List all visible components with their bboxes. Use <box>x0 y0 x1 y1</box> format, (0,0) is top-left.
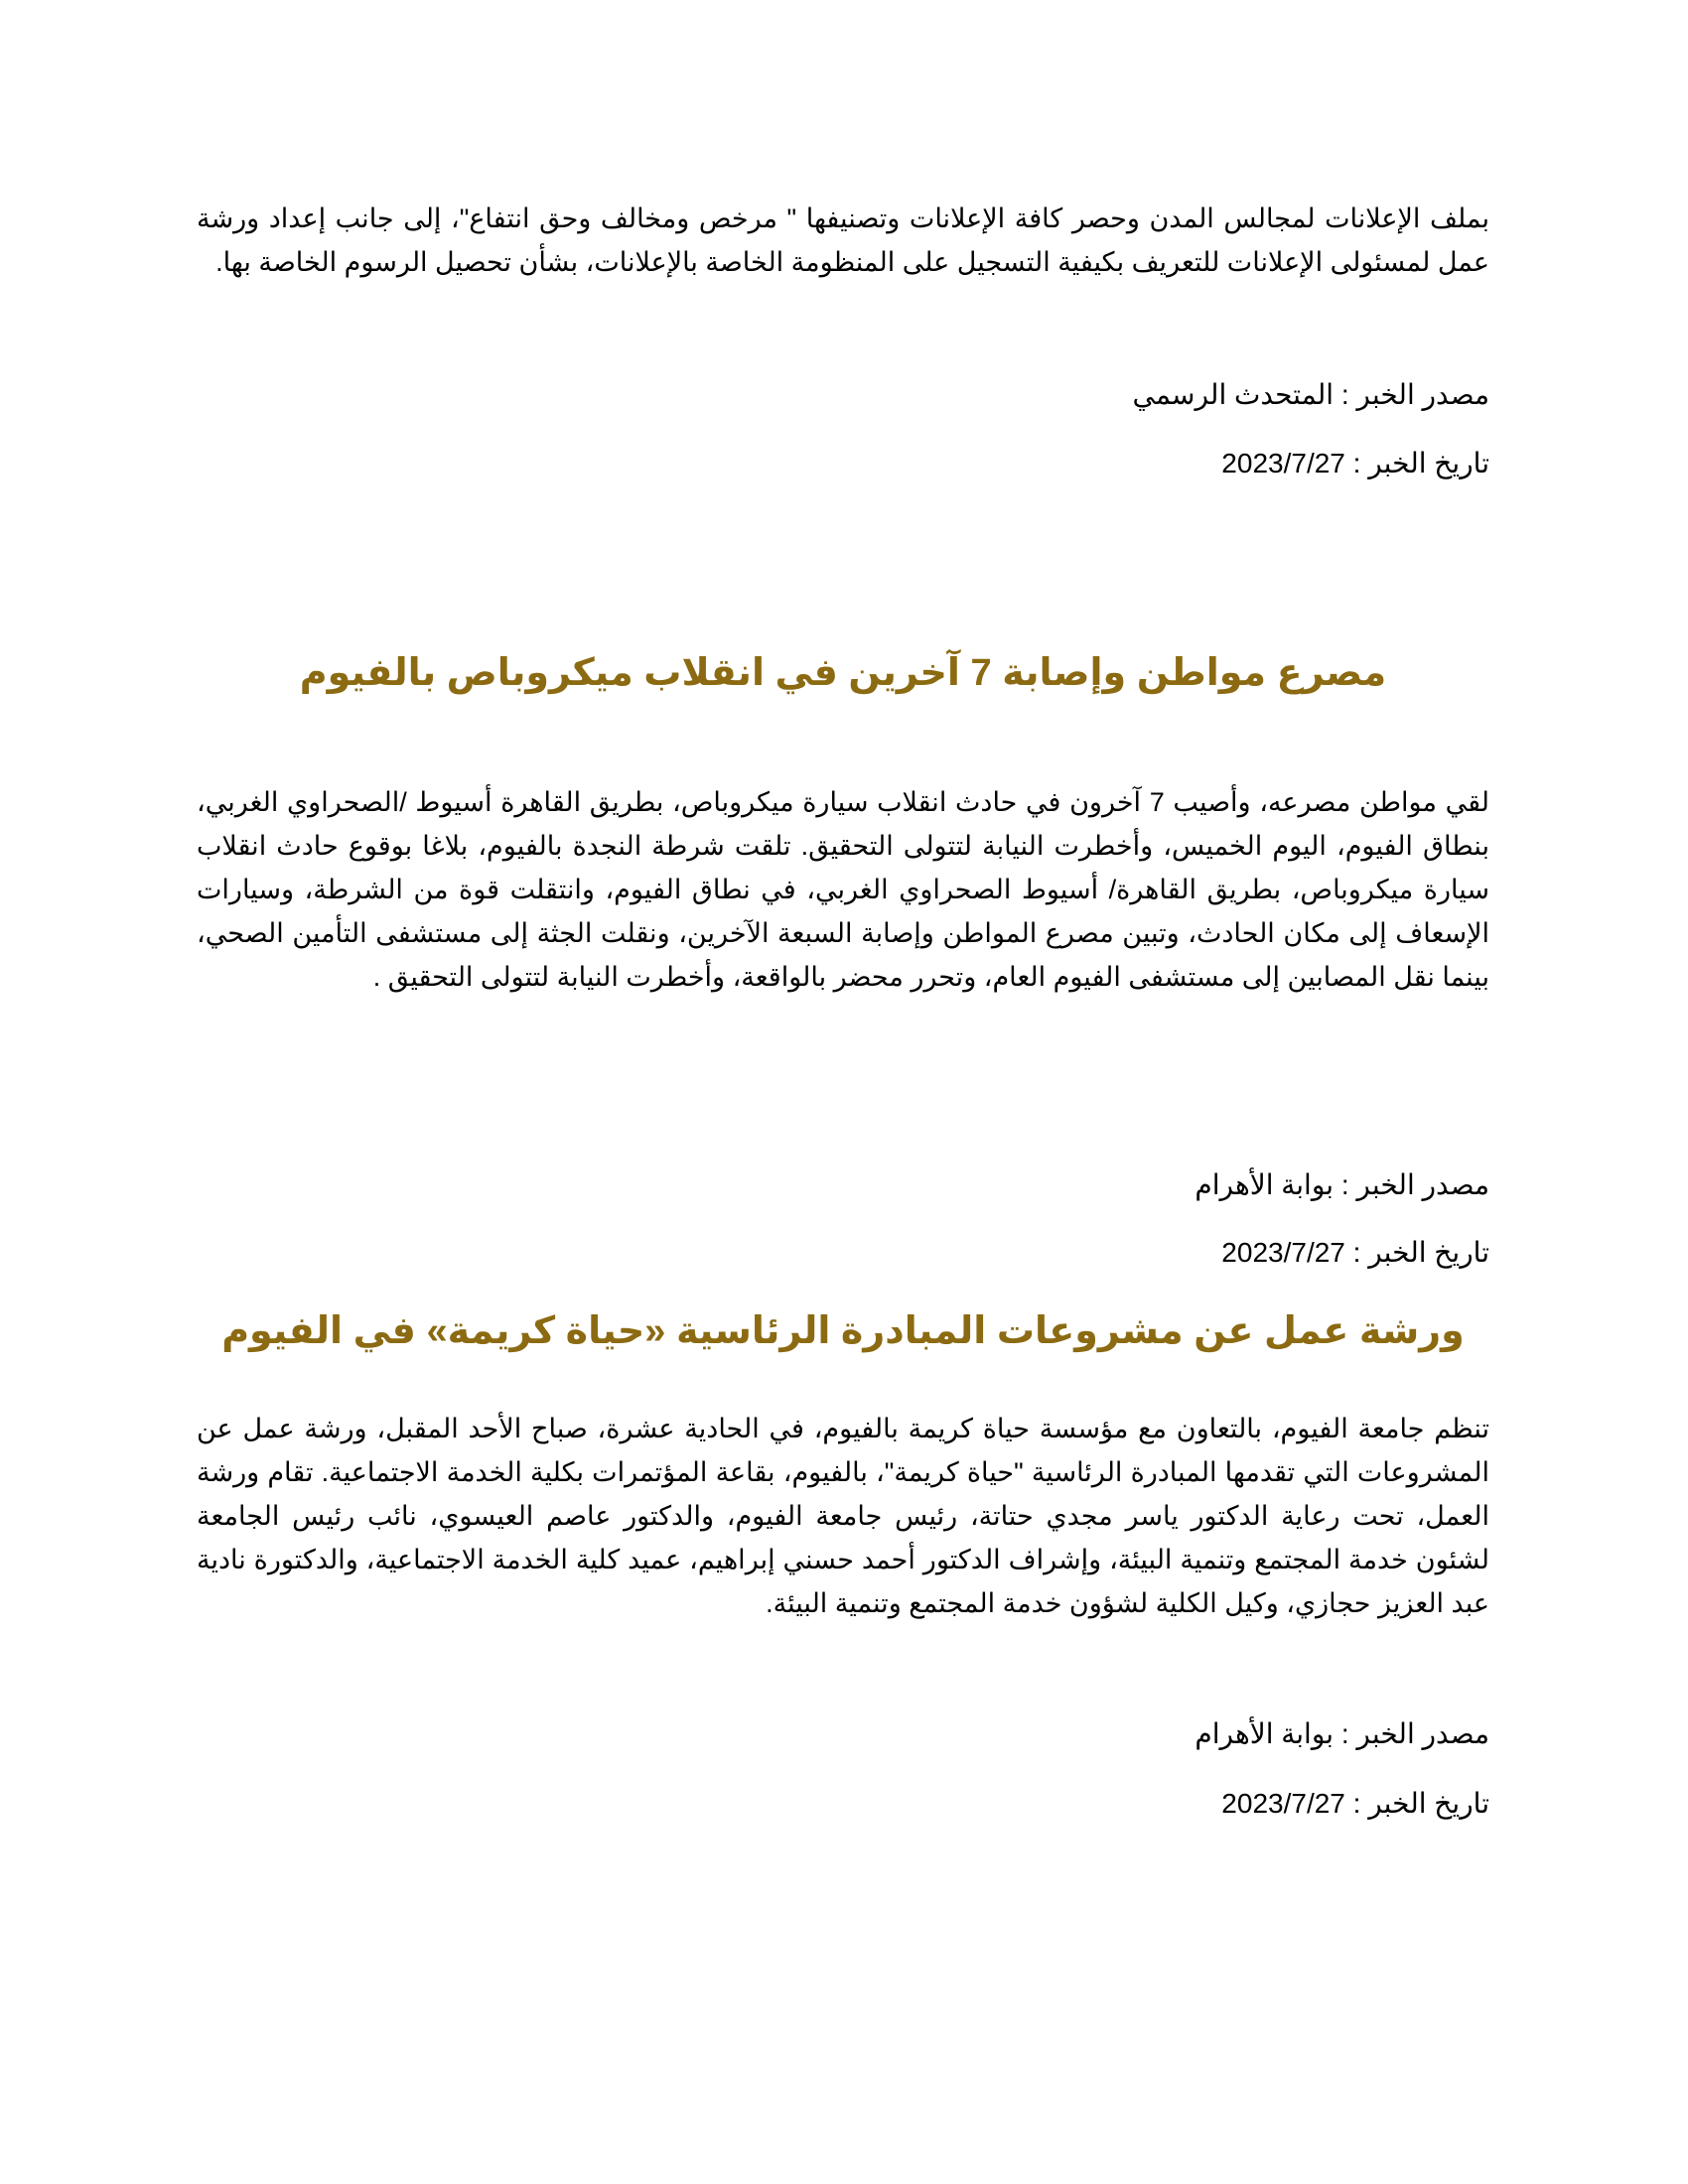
source-value: المتحدث الرسمي <box>1132 379 1335 410</box>
source-label: مصدر الخبر : <box>1340 379 1489 410</box>
article2-source-line <box>1195 1714 1489 1754</box>
date-label: تاريخ الخبر : <box>1352 448 1489 478</box>
article1-source-line <box>1195 1165 1489 1205</box>
article1-title: مصرع مواطن وإصابة 7 آخرين في انقلاب ميكروباص بالفيوم <box>299 652 1387 694</box>
article2-paragraph: تنظم جامعة الفيوم، بالتعاون مع مؤسسة حياة كريمة بالفيوم، في الحادية عشرة، صباح الأحد المقبل، ورشة عمل عن المشروعات التي تقدمها المبادرة الرئاسية "حياة كريمة"، بالفيوم، بقاعة المؤتمرات بكلية الخدمة الاجتماعية. تقام ورشة العمل، تحت رعاية الدكتور ياسر مجدي حتاتة، رئيس جامعة الفيوم، والدكتور عاصم العيسوي، نائب رئيس الجامعة لشئون خدمة المجتمع وتنمية البيئة، وإشراف الدكتور أحمد حسني إبراهيم، عميد كلية الخدمة الاجتماعية، والدكتورة نادية عبد العزيز حجازي، وكيل الكلية لشؤون خدمة المجتمع وتنمية البيئة. <box>197 1414 1489 1618</box>
date-value: 2023/7/27 <box>1221 1237 1345 1268</box>
intro-source-line <box>1132 375 1489 415</box>
article2-title: ورشة عمل عن مشروعات المبادرة الرئاسية «حياة كريمة» في الفيوم <box>221 1310 1465 1352</box>
article1-paragraph: لقي مواطن مصرعه، وأصيب 7 آخرون في حادث انقلاب سيارة ميكروباص، بطريق القاهرة أسيوط /الصحراوي الغربي، بنطاق الفيوم، اليوم الخميس، وأخطرت النيابة لتتولى التحقيق. تلقت شرطة النجدة بالفيوم، بلاغا بوقوع حادث انقلاب سيارة ميكروباص، بطريق القاهرة/ أسيوط الصحراوي الغربي، في نطاق الفيوم، وانتقلت قوة من الشرطة، وسيارات الإسعاف إلى مكان الحادث، وتبين مصرع المواطن وإصابة السبعة الآخرين، ونقلت الجثة إلى مستشفى التأمين الصحي، بينما نقل المصابين إلى مستشفى الفيوم العام، وتحرر محضر بالواقعة، وأخطرت النيابة لتتولى التحقيق . <box>197 787 1489 992</box>
intro-date-line <box>1221 444 1489 483</box>
date-label: تاريخ الخبر : <box>1352 1237 1489 1268</box>
source-value: بوابة الأهرام <box>1195 1718 1335 1749</box>
intro-paragraph: بملف الإعلانات لمجالس المدن وحصر كافة الإعلانات وتصنيفها " مرخص ومخالف وحق انتفاع"، إلى جانب إعداد ورشة عمل لمسئولى الإعلانات للتعريف بكيفية التسجيل على المنظومة الخاصة بالإعلانات، بشأن تحصيل الرسوم الخاصة بها. <box>197 204 1489 277</box>
source-label: مصدر الخبر : <box>1340 1718 1489 1749</box>
article2-date-line <box>1221 1784 1489 1824</box>
date-value: 2023/7/27 <box>1221 1788 1345 1819</box>
article1-date-line <box>1221 1233 1489 1273</box>
date-label: تاريخ الخبر : <box>1352 1788 1489 1819</box>
date-value: 2023/7/27 <box>1221 448 1345 478</box>
source-label: مصدر الخبر : <box>1340 1169 1489 1200</box>
source-value: بوابة الأهرام <box>1195 1169 1335 1200</box>
